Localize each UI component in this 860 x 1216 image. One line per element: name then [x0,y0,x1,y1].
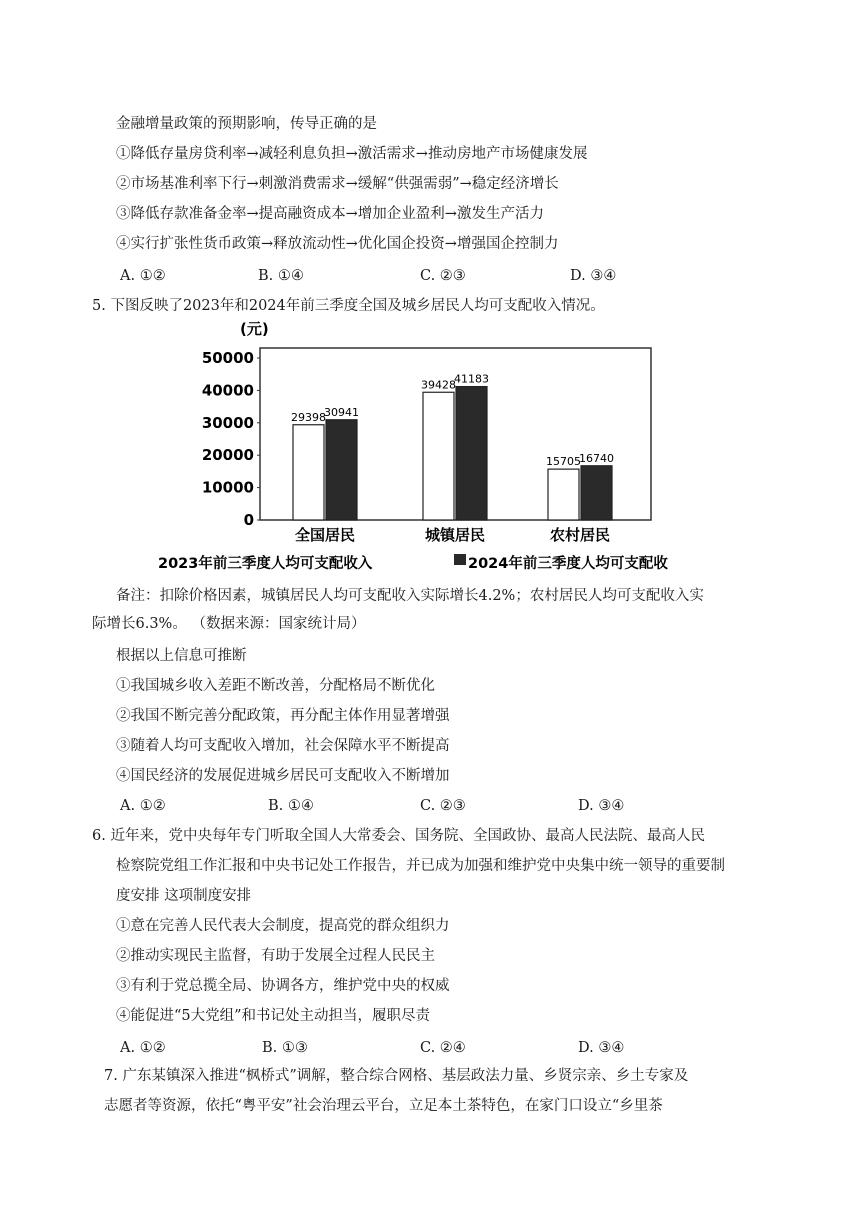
q5-option-c: C. ②③ [420,798,466,814]
x-category-label: 农村居民 [549,526,611,544]
x-axis [295,526,610,544]
q4-stem-tail: 金融增量政策的预期影响，传导正确的是 [116,116,377,132]
bar-2024 [456,387,487,520]
q7-stem-line-1: 7. 广东某镇深入推进“枫桥式”调解，整合综合网格、基层政法力量、乡贤宗亲、乡土专家及 [104,1068,689,1084]
q5-item-1: ①我国城乡收入差距不断改善，分配格局不断优化 [116,678,435,694]
q5-option-b: B. ①④ [268,798,314,814]
q4-option-d: D. ③④ [570,268,617,284]
income-bar-chart [158,318,720,574]
q5-item-2: ②我国不断完善分配政策，再分配主体作用显著增强 [116,708,450,724]
q5-item-4: ④国民经济的发展促进城乡居民可支配收入不断增加 [116,768,450,784]
bar-value-label: 41183 [454,372,489,386]
q5-item-3: ③随着人均可支配收入增加，社会保障水平不断提高 [116,738,450,754]
x-category-label: 全国居民 [294,526,356,544]
q5-prompt: 根据以上信息可推断 [116,648,247,664]
bar-2024 [581,466,612,520]
q7-stem-line-2: 志愿者等资源，依托“粤平安”社会治理云平台，立足本土茶特色，在家门口设立“乡里茶 [104,1098,663,1114]
q6-item-4: ④能促进“5大党组”和书记处主动担当，履职尽责 [116,1008,431,1024]
q4-item-1: ①降低存量房贷利率→减轻利息负担→激活需求→推动房地产市场健康发展 [116,146,588,162]
q6-stem-line-3: 度安排 这项制度安排 [116,888,252,904]
q6-option-c: C. ②④ [420,1040,466,1056]
bar-value-label: 29398 [291,410,326,424]
y-tick-label: 30000 [201,413,254,432]
bar-value-label: 39428 [421,378,456,392]
y-tick-label: 50000 [201,349,254,367]
bar-value-label: 16740 [579,451,614,465]
chart-y-unit: (元) [240,320,269,338]
y-tick-label: 10000 [201,478,254,497]
bar-value-label: 30941 [324,405,359,419]
bar-2024 [326,420,357,520]
legend-label-2023: 2023年前三季度人均可支配收入 [158,556,373,572]
y-tick-label: 40000 [201,381,254,400]
bar-series [291,373,614,520]
q5-option-a: A. ①② [120,798,166,814]
q6-item-1: ①意在完善人民代表大会制度，提高党的群众组织力 [116,918,450,934]
q6-option-a: A. ①② [120,1040,166,1056]
y-tick-label: 20000 [201,446,254,465]
q6-option-b: B. ①③ [262,1040,308,1056]
q6-item-2: ②推动实现民主监督，有助于发展全过程人民民主 [116,948,435,964]
legend-label-2024: 2024年前三季度人均可支配收 [468,556,668,572]
y-axis [202,349,260,529]
q6-stem-line-1: 6. 近年来，党中央每年专门听取全国人大常委会、国务院、全国政协、最高人民法院、最高人民 [92,828,705,844]
legend-swatch-2024 [454,554,466,565]
q4-option-b: B. ①④ [258,268,304,284]
q5-option-d: D. ③④ [578,798,625,814]
q4-option-a: A. ①② [120,268,166,284]
q4-option-c: C. ②③ [420,268,466,284]
q5-note-line-1: 备注：扣除价格因素，城镇居民人均可支配收入实际增长4.2%；农村居民人均可支配收入实 [116,588,704,604]
bar-2023 [293,425,324,520]
q5-note-line-2: 际增长6.3%。 （数据来源：国家统计局） [92,616,366,632]
q6-option-d: D. ③④ [578,1040,625,1056]
q6-stem-line-2: 检察院党组工作汇报和中央书记处工作报告，并已成为加强和维护党中央集中统一领导的重要制 [116,858,725,874]
q6-item-3: ③有利于党总揽全局、协调各方，维护党中央的权威 [116,978,450,994]
q5-stem: 5. 下图反映了2023年和2024年前三季度全国及城乡居民人均可支配收入情况。 [92,298,605,314]
chart-legend [158,554,668,572]
bar-value-label: 15705 [546,455,581,469]
bar-2023 [548,469,579,520]
y-tick-label: 0 [243,511,254,529]
bar-2023 [423,392,454,520]
q4-item-2: ②市场基准利率下行→刺激消费需求→缓解“供强需弱”→稳定经济增长 [116,176,559,192]
q4-item-4: ④实行扩张性货币政策→释放流动性→优化国企投资→增强国企控制力 [116,236,559,252]
x-category-label: 城镇居民 [424,526,486,544]
q4-item-3: ③降低存款准备金率→提高融资成本→增加企业盈利→激发生产活力 [116,206,544,222]
